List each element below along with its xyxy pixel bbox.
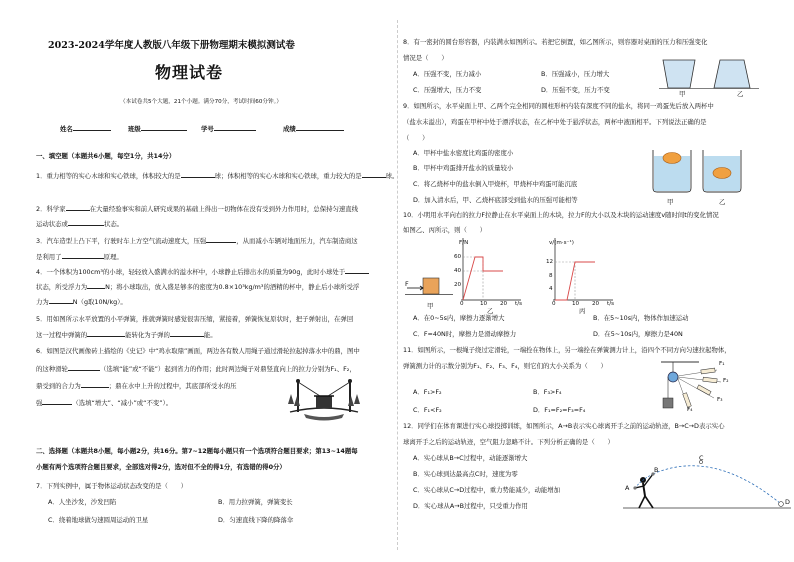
f-t-tick-0: 0 [460,301,464,307]
q2-text: 2．科学家 在大量经验事实和前人研究成果的基础上得出一切物体在没有受到外力作用时，总保持匀速直线 [36,205,359,213]
pulley-spring-scales-figure [659,360,739,416]
q7-option-d[interactable]: D．匀速直线下降的降落伞 [218,516,294,524]
q12-option-d[interactable]: D．实心球从A→B过程中，只受重力作用 [413,502,528,510]
q4-text-3: 力为 N（g取10N/kg）。 [36,298,127,306]
q7-option-b[interactable]: B．用力拉弹簧，弹簧变长 [218,498,293,506]
q10-force-label: F [405,280,409,288]
q9-option-a[interactable]: A．甲杯中盐水密度比鸡蛋的密度小 [413,149,514,157]
q9-line-1: 9．如图所示，水平桌面上甲、乙两个完全相同的圆柱形杯内装有深度不同的盐水，将同一鸡蛋先后放入两杯中 [403,102,714,110]
name-field[interactable]: 姓名 [60,124,111,133]
q11-option-c[interactable]: C．F₁<F₂ [413,406,442,414]
v-tick-4: 4 [549,286,553,292]
student-id-field[interactable]: 学号 [201,124,256,133]
f1-label: F₁ [719,361,725,367]
q12-option-a[interactable]: A．实心球从B→C过程中，动能逐渐增大 [413,454,528,462]
q8-option-b[interactable]: B．压强减小，压力增大 [541,70,610,78]
f-t-tick-20: 20 [500,301,508,307]
q5-text-2: 这一过程中弹簧的 能转化为子弹的 能。 [36,331,217,339]
q9-option-d[interactable]: D．加入清水后，甲、乙烧杯底部受到盐水的压强可能相等 [413,196,578,204]
q6-text-3: 鼎受到的合力为 ；鼎在水中上升的过程中，其底部所受水的压 [36,382,237,390]
exam-note: （本试卷共5个大题，21个小题。满分70分，考试时间60分钟。） [120,99,282,105]
q8-stem-2: 情况是（ ） [403,54,448,62]
q9-label-yi: 乙 [719,198,726,206]
q8-label-jia: 甲 [679,90,686,98]
q1-text: 1．重力相等的实心木球和实心铁球，体积较大的是 球；体积相等的实心木球和实心铁球，重力较大的是 球。 [36,172,399,180]
q9-option-c[interactable]: C．将乙烧杯中的盐水倒入甲烧杯，甲烧杯中鸡蛋可能沉底 [413,180,578,188]
q6-text: 6．如图是汉代画像砖上描绘的《史记》中“鸡水取鼎”画面，两边各有数人用绳子通过滑轮拉起掉落水中的鼎，图中 [36,347,360,355]
point-d-label: D [785,498,790,506]
q2-text-2: 运动状态或 状态。 [36,220,124,228]
v-t-tick-0: 0 [552,301,556,307]
point-b-label: B [654,466,659,474]
exam-title: 2023-2024学年度人教版八年级下册物理期末模拟测试卷 [48,40,295,51]
q7-stem: 7．下列实例中，属于物体运动状态改变的是（ ） [36,482,188,490]
section2-heading-2: 小题有两个选项符合题目要求，全部选对得2分，选对但不全的得1分，有选错的得0分） [36,463,286,471]
f2-label: F₂ [723,378,729,384]
v-axis-label: v/(m·s⁻¹) [549,240,574,246]
q4-text: 4．一个体积为100cm³的小球，轻轻放入盛满水的溢水杯中，小球静止后排出水的质量为90g，此时小球处于 [36,267,369,276]
q11-option-a[interactable]: A．F₁>F₂ [413,388,442,396]
q3-text-2: 是利用了 原理。 [36,253,123,261]
f-tick-20: 20 [454,282,462,288]
q9-label-jia: 甲 [667,198,674,206]
column-divider [397,20,398,550]
q10-line-1: 10．小明用水平向右的拉力F拉静止在水平桌面上的木块，拉力F的大小以及木块的运动速度v随时间t的变化情况 [403,211,719,219]
q9-option-b[interactable]: B．甲杯中鸡蛋排开盐水的质量较小 [413,164,514,172]
f-tick-60: 60 [454,254,462,260]
q10-line-2: 如图乙、丙所示，则（ ） [403,226,487,234]
q7-option-a[interactable]: A．人坐沙发，沙发凹陷 [48,498,117,506]
q8-stem: 8．有一密封的圆台形容器，内装满水如图所示。若把它倒置，如乙图所示，则容器对桌面的压力和压强变化 [403,38,708,46]
point-c-label: C [699,454,704,462]
main-title: 物理试卷 [155,63,224,82]
q12-line-1: 12．同学们在体育课进行实心球投掷训练，如图所示，A→B表示实心球离开手之前的运动轨迹，B→C→D表示实心 [403,422,725,430]
q10-label-bing: 丙 [579,307,586,315]
q10-option-d[interactable]: D．在5~10s内，摩擦力是40N [593,330,683,338]
v-tick-12: 12 [546,259,554,265]
f3-label: F₃ [717,397,723,403]
v-t-axis-label: t/s [607,301,614,307]
q10-label-yi: 乙 [487,307,494,315]
q3-text: 3．汽车造型上凸下平，行驶时车上方空气流动速度大，压强 ，从而减小车辆对地面压力，汽车制造商这 [36,237,358,245]
point-a-label: A [625,484,630,492]
section1-heading: 一、填空题（本题共6小题，每空1分，共14分） [36,152,176,160]
frustum-containers-figure [659,54,759,98]
q8-option-a[interactable]: A．压强不变，压力减小 [413,70,482,78]
q11-line-2: 弹簧测力计的示数分别为F₁、F₂、F₃、F₄，则它们的大小关系为（ ） [403,362,607,370]
f4-label: F₄ [687,407,693,413]
q9-line-3: （ ） [403,134,429,142]
q5-text: 5．用如图所示水平放置的小平弹簧，推就弹簧时感觉很害压缩，紧接着，弹簧恢复原状时，把子弹射出，在弹回 [36,315,354,323]
q4-text-2: 状态，所受浮力为 N；将小球取出，放入盛足够多的密度为0.8×10³kg/m³的酒精的杯中，静止后小球所受浮 [36,283,360,291]
shot-put-trajectory-figure [623,458,793,514]
salt-water-cups-figure [647,146,747,198]
q12-option-c[interactable]: C．实心球从C→D过程中，重力势能减少，动能增加 [413,486,561,494]
v-t-tick-20: 20 [592,301,600,307]
tripod-pulling-illustration [284,374,364,424]
q9-line-2: （盐水未溢出），鸡蛋在甲杯中处于漂浮状态，在乙杯中处于悬浮状态，两杯中液面相平。下列说法正确的是 [403,118,707,126]
f-axis-label: F/N [459,240,469,246]
q10-label-jia: 甲 [427,302,434,310]
q8-option-c[interactable]: C．压强增大，压力不变 [413,86,482,94]
q11-option-d[interactable]: D．F₁=F₂=F₃=F₄ [533,406,586,414]
q6-text-2: 的这种滑轮 （选填“能”或“不能”）起到省力的作用；此时两边绳子对鼎竖直向上的拉力分别为F₁、F₂， [36,365,356,373]
f-t-tick-10: 10 [480,301,488,307]
section2-heading: 二、选择题（本题共8小题，每小题2分，共16分。第7~12题每小题只有一个选项符合题目要求；第13~14题每 [36,447,358,455]
q7-option-c[interactable]: C．绕着地球做匀速圆周运动的卫星 [48,516,149,524]
q12-option-b[interactable]: B．实心球到达最高点C时，速度为零 [413,470,518,478]
q10-option-a[interactable]: A．在0~5s内，摩擦力逐渐增大 [413,314,505,322]
q11-line-1: 11．如图所示，一根绳子绕过定滑轮，一端拴在物体上，另一端拴在弹簧测力计上，沿四个不同方向匀速拉起物体， [403,346,731,354]
v-tick-8: 8 [549,273,553,279]
q11-option-b[interactable]: B．F₃>F₄ [533,388,562,396]
q12-line-2: 球离开手之后的运动轨迹，空气阻力忽略不计。下列分析正确的是（ ） [403,438,614,446]
q6-text-4: 强 （选填“增大”、“减小”或“不变”）。 [36,399,173,407]
class-field[interactable]: 班级 [128,124,187,133]
q8-label-yi: 乙 [737,90,744,98]
score-field[interactable]: 成绩 [283,124,344,133]
v-t-tick-10: 10 [572,301,580,307]
q8-option-d[interactable]: D．压强不变，压力不变 [541,86,610,94]
f-tick-40: 40 [454,268,462,274]
q10-option-c[interactable]: C．F=40N时，摩擦力是滑动摩擦力 [413,330,517,338]
q10-option-b[interactable]: B．在5~10s内，物体作加速运动 [593,314,689,322]
f-t-axis-label: t/s [515,301,522,307]
